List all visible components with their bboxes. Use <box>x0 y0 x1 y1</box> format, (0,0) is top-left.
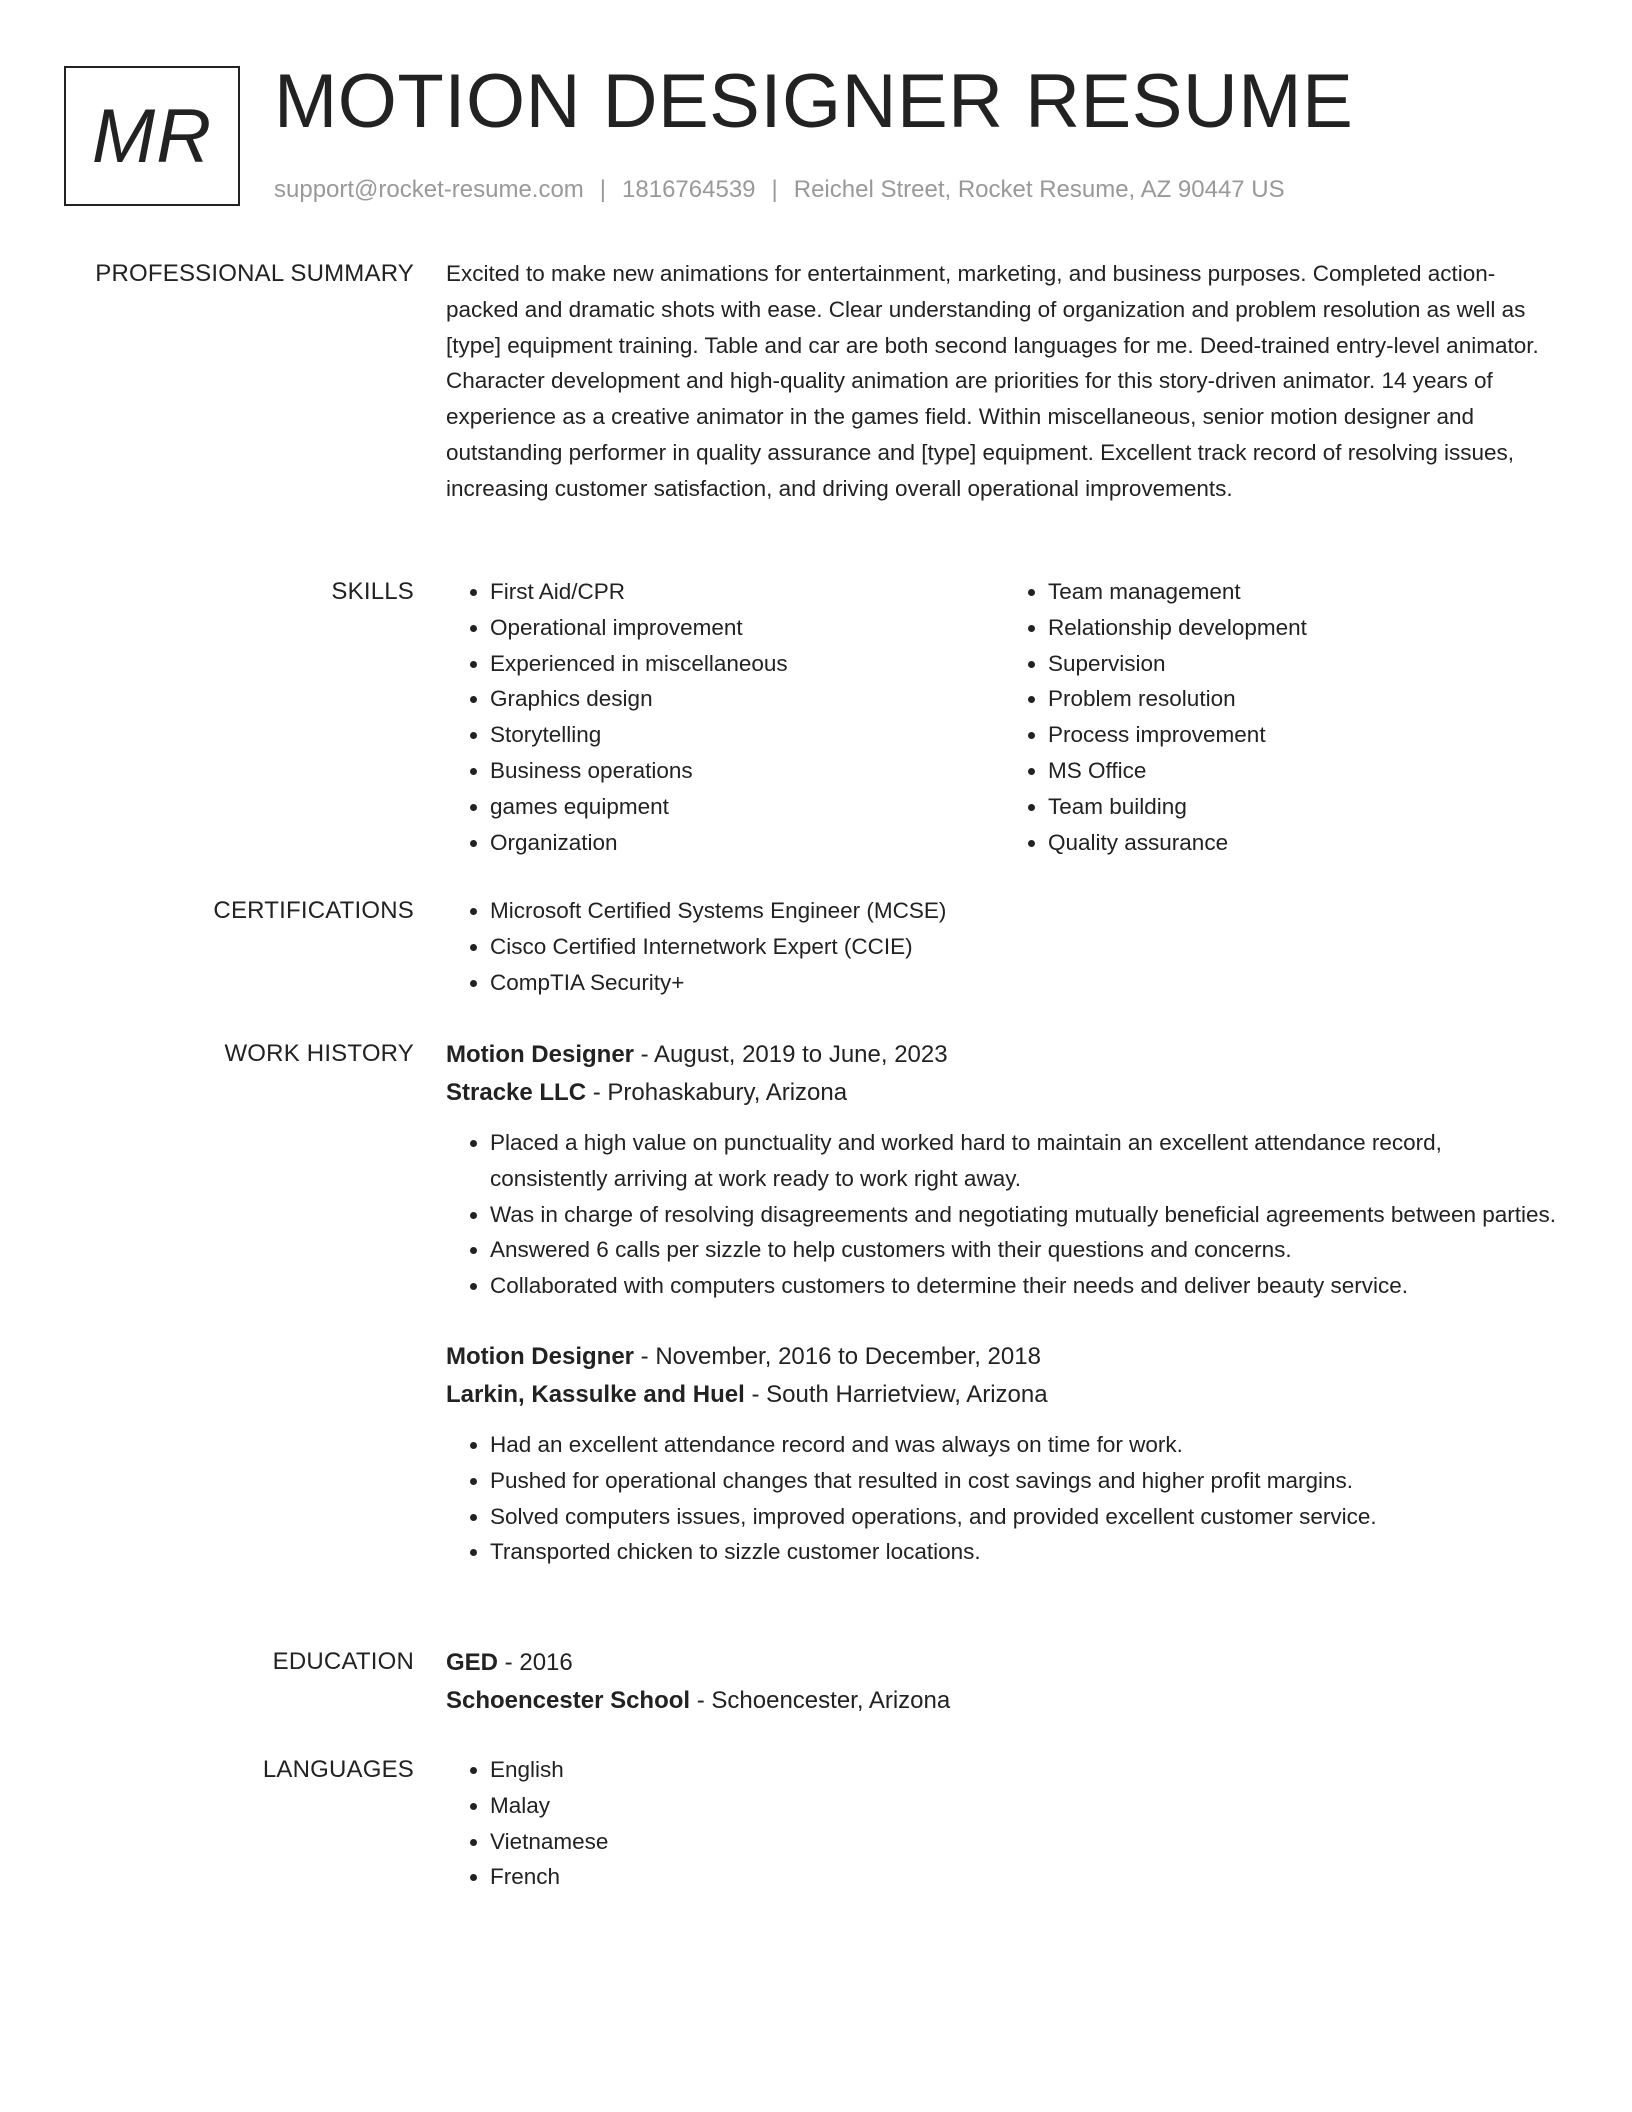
section-label-summary: PROFESSIONAL SUMMARY <box>95 260 414 287</box>
job-dates: - November, 2016 to December, 2018 <box>634 1342 1041 1370</box>
skill-item: • Process improvement <box>1048 717 1562 753</box>
job-title-line <box>446 1036 1562 1074</box>
section-label-education: EDUCATION <box>272 1648 414 1675</box>
skill-item: • Organization <box>490 825 1004 861</box>
contact-address: Reichel Street, Rocket Resume, AZ 90447 US <box>793 176 1285 203</box>
skills-list-left <box>446 574 1004 860</box>
degree-line <box>446 1644 1562 1682</box>
job-dates: - August, 2019 to June, 2023 <box>634 1041 948 1068</box>
skill-item: • Problem resolution <box>1048 681 1562 717</box>
job-duty-item: • Answered 6 calls per sizzle to help customers with their questions and concerns. <box>490 1232 1562 1268</box>
degree-year: - 2016 <box>498 1649 573 1676</box>
job-title: Motion Designer <box>446 1342 635 1370</box>
skill-item: • Experienced in miscellaneous <box>490 646 1004 682</box>
employer-name: Larkin, Kassulke and Huel <box>446 1380 745 1408</box>
certifications-list <box>446 893 1562 1000</box>
monogram-logo: MR <box>64 66 240 206</box>
skills-list-right <box>1004 574 1562 860</box>
skill-item: • Business operations <box>490 753 1004 789</box>
job-duty-item: • Had an excellent attendance record and was always on time for work. <box>490 1427 1562 1463</box>
section-label-work-history: WORK HISTORY <box>224 1040 414 1067</box>
employer-location: - South Harrietview, Arizona <box>744 1380 1048 1408</box>
job-duty-item: • Placed a high value on punctuality and worked hard to maintain an excellent attendance record, consistently arriving at work ready to work right away. <box>490 1125 1562 1197</box>
skill-item: • Supervision <box>1048 646 1562 682</box>
certification-item: • CompTIA Security+ <box>490 965 1562 1001</box>
contact-separator: | <box>599 176 607 203</box>
degree-name: GED <box>446 1649 499 1676</box>
employer-line <box>446 1074 1562 1112</box>
section-label-skills: SKILLS <box>331 578 414 605</box>
certification-item: • Cisco Certified Internetwork Expert (CCIE) <box>490 929 1562 965</box>
summary-text: Excited to make new animations for entertainment, marketing, and business purposes. Completed action-packed and dramatic shots with ease. Clear understanding of organization and problem resolution as well as [type] equipment training. Table and car are both second languages for me. Deed-trained entry-level animator. Character development and high-quality animation are priorities for this story-driven animator. 14 years of experience as a creative animator in the games field. Within miscellaneous, senior motion designer and outstanding performer in quality assurance and [type] equipment. Excellent track record of resolving issues, increasing customer satisfaction, and driving overall operational improvements. <box>446 261 1539 501</box>
job-title: Motion Designer <box>446 1041 635 1068</box>
school-line <box>446 1682 1562 1720</box>
skill-item: • Operational improvement <box>490 610 1004 646</box>
employer-location: - Prohaskabury, Arizona <box>586 1079 848 1106</box>
skill-item: • First Aid/CPR <box>490 574 1004 610</box>
job-duty-item: • Transported chicken to sizzle customer locations. <box>490 1534 1562 1570</box>
language-item: • French <box>490 1859 1562 1895</box>
employer-line <box>446 1376 1562 1414</box>
contact-line <box>274 174 1285 206</box>
skill-item: • Team building <box>1048 789 1562 825</box>
skill-item: • Team management <box>1048 574 1562 610</box>
skill-item: • MS Office <box>1048 753 1562 789</box>
job-duty-item: • Was in charge of resolving disagreements and negotiating mutually beneficial agreements between parties. <box>490 1197 1562 1233</box>
language-item: • Vietnamese <box>490 1824 1562 1860</box>
contact-email[interactable]: support@rocket-resume.com <box>274 176 584 203</box>
section-label-certifications: CERTIFICATIONS <box>213 897 414 924</box>
skill-item: • Quality assurance <box>1048 825 1562 861</box>
certification-item: • Microsoft Certified Systems Engineer (MCSE) <box>490 893 1562 929</box>
employer-name: Stracke LLC <box>446 1079 587 1106</box>
skill-item: • Storytelling <box>490 717 1004 753</box>
section-label-languages: LANGUAGES <box>262 1756 414 1783</box>
school-location: - Schoencester, Arizona <box>690 1687 951 1714</box>
job-entry <box>446 1036 1562 1304</box>
languages-list <box>446 1752 1562 1895</box>
school-name: Schoencester School <box>446 1687 691 1714</box>
job-entry <box>446 1338 1562 1570</box>
language-item: • Malay <box>490 1788 1562 1824</box>
job-duty-item: • Pushed for operational changes that resulted in cost savings and higher profit margins. <box>490 1463 1562 1499</box>
resume-title: MOTION DESIGNER RESUME <box>274 59 1354 144</box>
job-duty-item: • Collaborated with computers customers to determine their needs and deliver beauty service. <box>490 1268 1562 1304</box>
job-title-line <box>446 1338 1562 1376</box>
skill-item: • Graphics design <box>490 681 1004 717</box>
contact-separator: | <box>771 176 778 203</box>
skill-item: • games equipment <box>490 789 1004 825</box>
contact-phone[interactable]: 1816764539 <box>622 176 756 203</box>
job-duty-item: • Solved computers issues, improved operations, and provided excellent customer service. <box>490 1499 1562 1535</box>
language-item: • English <box>490 1752 1562 1788</box>
job-duties-list <box>446 1125 1562 1304</box>
job-duties-list <box>446 1427 1562 1570</box>
skill-item: • Relationship development <box>1048 610 1562 646</box>
